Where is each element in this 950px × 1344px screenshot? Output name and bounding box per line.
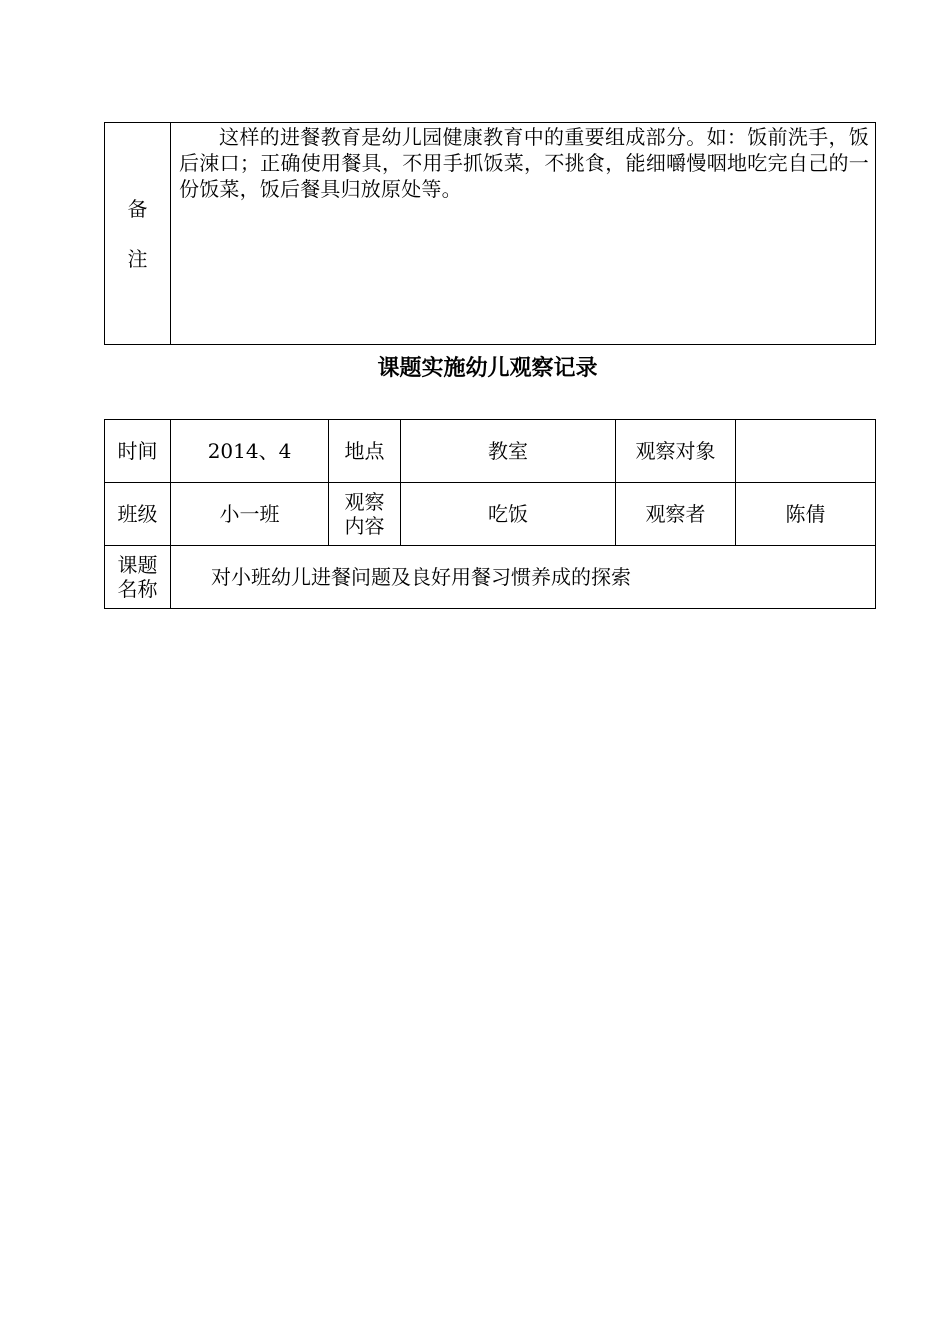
table-row: [105, 546, 876, 609]
content-label-line1: 观察: [344, 490, 385, 514]
remarks-row: [105, 123, 876, 345]
observer-label: 观察者: [616, 483, 736, 546]
topic-label-line1: 课题: [117, 553, 158, 577]
page-title: 课题实施幼儿观察记录: [377, 356, 598, 381]
remarks-label-cell: [105, 123, 171, 345]
subject-value: [736, 420, 876, 483]
table-row: [105, 420, 876, 483]
time-label: 时间: [105, 420, 171, 483]
table-row: [105, 483, 876, 546]
class-value: 小一班: [171, 483, 329, 546]
topic-label-line2: 名称: [117, 577, 158, 601]
topic-label: [105, 546, 171, 609]
topic-value: 对小班幼儿进餐问题及良好用餐习惯养成的探索: [171, 546, 876, 609]
place-label: 地点: [329, 420, 401, 483]
remarks-label-top: 备: [127, 196, 148, 221]
place-value: 教室: [401, 420, 616, 483]
remarks-table: [104, 122, 876, 345]
time-value: 2014、4: [171, 420, 329, 483]
observer-value: 陈倩: [736, 483, 876, 546]
remarks-label-bottom: 注: [127, 246, 148, 271]
subject-label: 观察对象: [616, 420, 736, 483]
observation-table: [104, 419, 876, 609]
content-label-line2: 内容: [344, 514, 385, 538]
class-label: 班级: [105, 483, 171, 546]
content-value: 吃饭: [401, 483, 616, 546]
content-label: [329, 483, 401, 546]
remarks-text: 这样的进餐教育是幼儿园健康教育中的重要组成部分。如：饭前洗手，饭后涑口；正确使用餐具，不用手抓饭菜，不挑食，能细嚼慢咽地吃完自己的一份饭菜，饭后餐具归放原处等。: [171, 123, 876, 345]
